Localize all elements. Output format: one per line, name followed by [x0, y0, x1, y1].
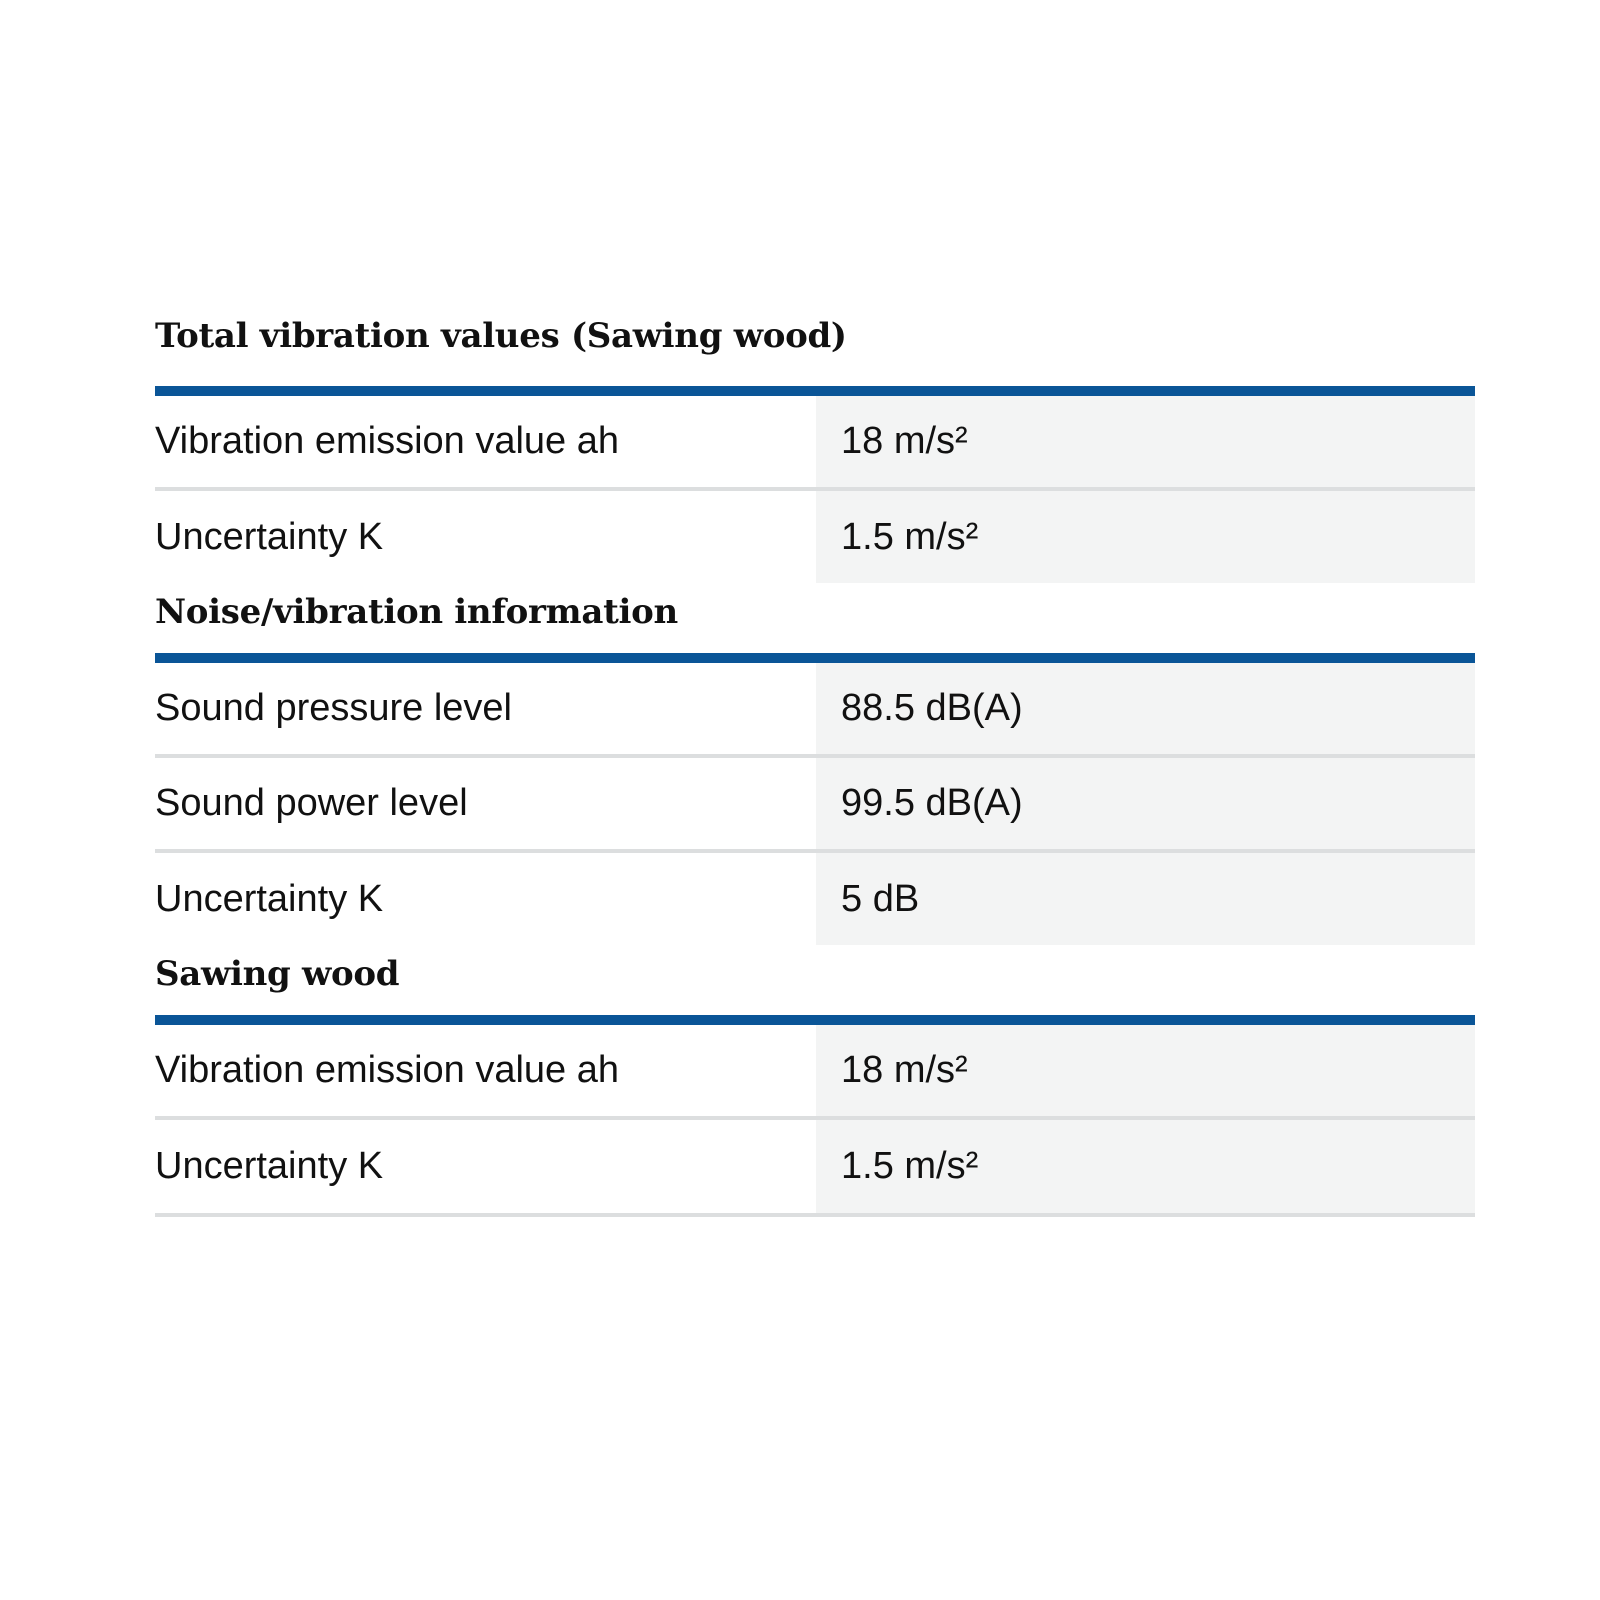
row-value: 5 dB [816, 853, 1475, 945]
section-rule [155, 1015, 1475, 1025]
section-sawing-wood [155, 945, 1475, 1217]
row-value: 1.5 m/s² [816, 491, 1475, 583]
table-row [155, 396, 1475, 491]
table-row [155, 1025, 1475, 1120]
section-title: Sawing wood [155, 954, 400, 994]
section-noise-vibration [155, 583, 1475, 945]
row-value: 18 m/s² [816, 1025, 1475, 1116]
row-label: Uncertainty K [155, 1120, 816, 1213]
row-label: Vibration emission value ah [155, 1025, 816, 1116]
section-total-vibration [155, 312, 1475, 583]
table-row [155, 758, 1475, 853]
row-label: Uncertainty K [155, 491, 816, 583]
section-title: Noise/vibration information [155, 592, 678, 632]
row-value: 99.5 dB(A) [816, 758, 1475, 849]
table-row [155, 853, 1475, 945]
row-value: 88.5 dB(A) [816, 663, 1475, 754]
row-label: Sound power level [155, 758, 816, 849]
row-label: Sound pressure level [155, 663, 816, 754]
section-title: Total vibration values (Sawing wood) [155, 316, 847, 356]
section-rule [155, 653, 1475, 663]
spec-sheet [155, 312, 1475, 1217]
table-row [155, 663, 1475, 758]
row-value: 1.5 m/s² [816, 1120, 1475, 1213]
table-row [155, 1120, 1475, 1217]
table-row [155, 491, 1475, 583]
row-label: Uncertainty K [155, 853, 816, 945]
row-label: Vibration emission value ah [155, 396, 816, 487]
section-rule [155, 386, 1475, 396]
row-value: 18 m/s² [816, 396, 1475, 487]
